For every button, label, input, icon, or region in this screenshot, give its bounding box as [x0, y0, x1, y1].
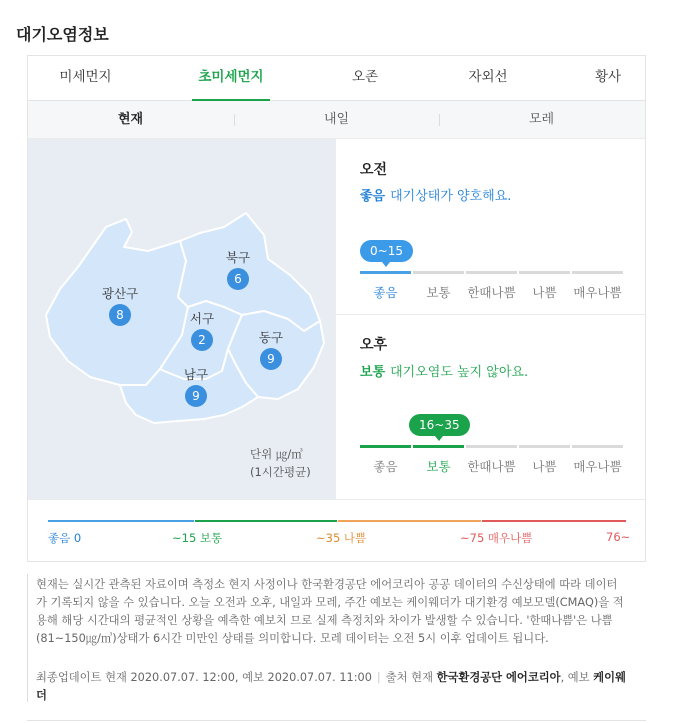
scale-segment-bad [519, 445, 570, 448]
page-title: 대기오염정보 [16, 25, 109, 44]
scale-segment-normal [413, 445, 464, 448]
legend-label-max: 76~ [606, 530, 631, 544]
legend-label-good: 좋음 0 [48, 531, 82, 545]
scale-segment-briefly-bad [466, 445, 517, 448]
unit-label: 단위 ㎍/㎥ [250, 447, 303, 461]
morning-message: 대기상태가 양호해요. [390, 189, 512, 204]
morning-title: 오전 [360, 162, 388, 178]
map-unit [250, 445, 311, 481]
district-seogu[interactable] [172, 311, 232, 351]
afternoon-grade-scale [360, 445, 626, 485]
district-value-badge: 9 [185, 385, 207, 407]
morning-grade-scale [360, 271, 626, 311]
legend-bar-bad [338, 520, 481, 522]
afternoon-description [360, 361, 528, 380]
legend-bar-good [48, 520, 194, 522]
scale-segment-very-bad [572, 271, 623, 274]
legend-label-bad: ~35 나쁨 [316, 531, 367, 545]
pollutant-tabs [28, 56, 645, 101]
district-name: 북구 [225, 250, 251, 265]
scale-segment-bad [519, 271, 570, 274]
afternoon-range-bubble: 16~35 [409, 414, 470, 436]
morning-grade: 좋음 [360, 189, 386, 204]
source-prefix: 출처 현재 [385, 671, 433, 684]
district-name: 서구 [189, 311, 215, 326]
tab-fine-dust[interactable]: 미세먼지 [59, 69, 112, 85]
air-quality-card [27, 55, 646, 562]
update-time: 최종업데이트 현재 2020.07.07. 12:00, 예보 2020.07.07. 11:00 [36, 671, 372, 684]
district-name: 남구 [183, 367, 209, 382]
morning-description [360, 185, 511, 204]
update-separator: | [376, 671, 381, 684]
district-gwangsan[interactable] [90, 286, 150, 326]
bottom-divider [27, 720, 646, 721]
scale-label-good: 좋음 [373, 285, 398, 300]
source-kweather-link[interactable]: 케이웨더 [36, 671, 626, 702]
scale-label-very-bad: 매우나쁨 [573, 285, 622, 300]
scale-segment-good [360, 271, 411, 274]
scale-segment-normal [413, 271, 464, 274]
scale-label-normal: 보통 [426, 459, 451, 474]
scale-label-briefly-bad: 한때나쁨 [467, 459, 516, 474]
scale-label-good: 좋음 [373, 459, 398, 474]
tab-ultrafine-dust[interactable]: 초미세먼지 [192, 56, 270, 101]
morning-forecast [335, 139, 645, 314]
scale-label-very-bad: 매우나쁨 [573, 459, 622, 474]
district-name: 동구 [258, 330, 284, 345]
district-donggu[interactable] [241, 330, 301, 370]
tab-yellow-dust[interactable]: 황사 [594, 69, 622, 85]
scale-segment-briefly-bad [466, 271, 517, 274]
district-value-badge: 2 [191, 329, 213, 351]
tab-ozone[interactable]: 오존 [351, 69, 379, 85]
tab-uv[interactable]: 자외선 [468, 69, 508, 85]
subtab-day-after[interactable]: 모레 [528, 112, 555, 127]
data-notice: 현재는 실시간 관측된 자료이며 측정소 현지 사정이나 한국환경공단 에어코리아 공공 데이터의 수신상태에 따라 데이터가 기록되지 않을 수 있습니다. 오늘 오전과 오후, 내일과 모레, 주간 예보는 케이웨더가 대기환경 예보모델(CMAQ)을 적용해 해당 시간대의 평균적인 상황을 예측한 예보치 므로 실제 측정치와 차이가 발생할 수 있습니다. '한때나쁨'은 나쁨(81~150㎍/㎥)상태가 6시간 미만인 상태를 의미합니다. 모레 데이터는 오전 5시 이후 업데이트 됩니다. [36, 578, 624, 645]
district-namgu[interactable] [166, 367, 226, 407]
afternoon-forecast [335, 315, 645, 499]
district-value-badge: 8 [109, 304, 131, 326]
subtab-tomorrow[interactable]: 내일 [323, 112, 350, 127]
source-mid: , 예보 [560, 671, 590, 684]
afternoon-message: 대기오염도 높지 않아요. [390, 365, 529, 380]
unit-period: (1시간평균) [250, 465, 311, 479]
scale-segment-good [360, 445, 411, 448]
legend-bar-normal [195, 520, 337, 522]
district-value-badge: 6 [227, 268, 249, 290]
district-value-badge: 9 [260, 348, 282, 370]
time-subtabs [28, 101, 645, 139]
notice-accent-bar [27, 574, 28, 702]
scale-segment-very-bad [572, 445, 623, 448]
legend-label-very-bad: ~75 매우나쁨 [460, 531, 533, 545]
grade-legend [28, 499, 645, 561]
district-map [28, 139, 335, 499]
subtab-now[interactable]: 현재 [117, 112, 144, 127]
scale-label-bad: 나쁨 [532, 285, 557, 300]
scale-label-normal: 보통 [426, 285, 451, 300]
update-info [36, 669, 626, 705]
legend-bar-very-bad [482, 520, 626, 522]
district-bukgu[interactable] [208, 250, 268, 290]
scale-label-bad: 나쁨 [532, 459, 557, 474]
afternoon-grade: 보통 [360, 365, 386, 380]
district-name: 광산구 [101, 286, 139, 301]
source-airkorea-link[interactable]: 한국환경공단 에어코리아 [436, 671, 561, 684]
morning-range-bubble: 0~15 [360, 240, 413, 262]
legend-label-normal: ~15 보통 [172, 531, 223, 545]
scale-label-briefly-bad: 한때나쁨 [467, 285, 516, 300]
afternoon-title: 오후 [360, 337, 388, 353]
